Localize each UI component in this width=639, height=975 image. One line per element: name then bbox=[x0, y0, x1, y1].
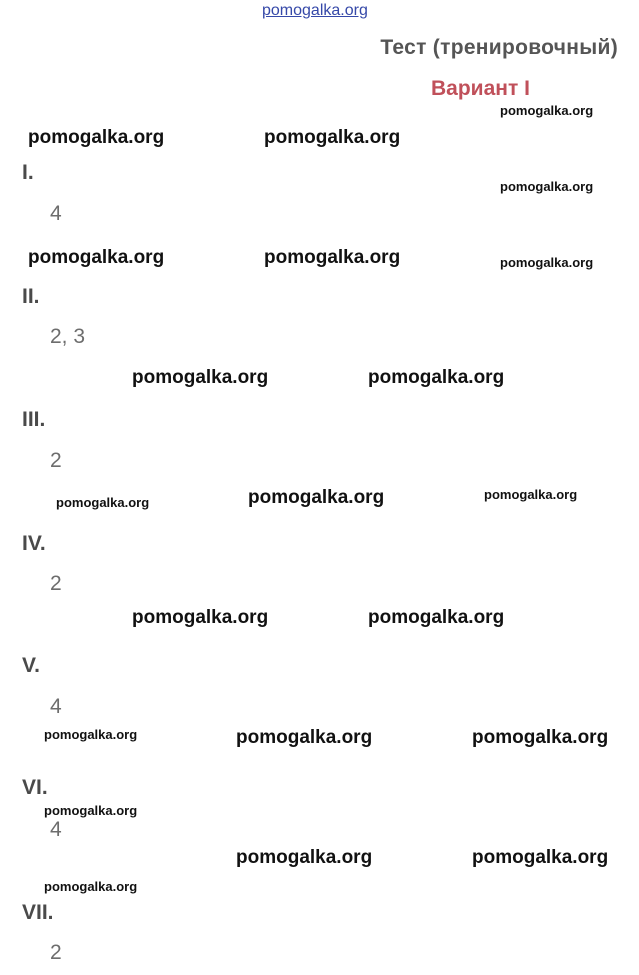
watermark: pomogalka.org bbox=[28, 127, 165, 148]
watermark: pomogalka.org bbox=[368, 367, 505, 388]
question-answer: 2 bbox=[50, 941, 62, 964]
question-number: III. bbox=[22, 408, 46, 431]
question-number: I. bbox=[22, 161, 34, 184]
question-number: VI. bbox=[22, 776, 48, 799]
watermark: pomogalka.org bbox=[500, 179, 594, 194]
watermark: pomogalka.org bbox=[28, 247, 165, 268]
question-number: II. bbox=[22, 285, 40, 308]
page-title: Тест (тренировочный) bbox=[380, 36, 618, 59]
question-number: VII. bbox=[22, 901, 54, 924]
watermark: pomogalka.org bbox=[472, 847, 609, 868]
watermark: pomogalka.org bbox=[472, 727, 609, 748]
question-answer: 2, 3 bbox=[50, 325, 86, 348]
question-answer: 4 bbox=[50, 818, 62, 841]
watermark: pomogalka.org bbox=[500, 255, 594, 270]
site-link[interactable]: pomogalka.org bbox=[262, 2, 368, 19]
variant-heading: Вариант I bbox=[431, 77, 530, 100]
watermark: pomogalka.org bbox=[56, 495, 150, 510]
watermark: pomogalka.org bbox=[264, 247, 401, 268]
watermark: pomogalka.org bbox=[368, 607, 505, 628]
watermark: pomogalka.org bbox=[484, 487, 578, 502]
question-answer: 4 bbox=[50, 202, 62, 225]
question-number: V. bbox=[22, 654, 40, 677]
question-answer: 2 bbox=[50, 449, 62, 472]
watermark: pomogalka.org bbox=[44, 727, 138, 742]
question-number: IV. bbox=[22, 532, 46, 555]
watermark: pomogalka.org bbox=[132, 367, 269, 388]
watermark: pomogalka.org bbox=[132, 607, 269, 628]
question-answer: 2 bbox=[50, 572, 62, 595]
question-answer: 4 bbox=[50, 695, 62, 718]
watermark: pomogalka.org bbox=[44, 879, 138, 894]
watermark: pomogalka.org bbox=[248, 487, 385, 508]
watermark: pomogalka.org bbox=[236, 847, 373, 868]
watermark: pomogalka.org bbox=[500, 103, 594, 118]
watermark: pomogalka.org bbox=[264, 127, 401, 148]
watermark: pomogalka.org bbox=[44, 803, 138, 818]
watermark: pomogalka.org bbox=[236, 727, 373, 748]
